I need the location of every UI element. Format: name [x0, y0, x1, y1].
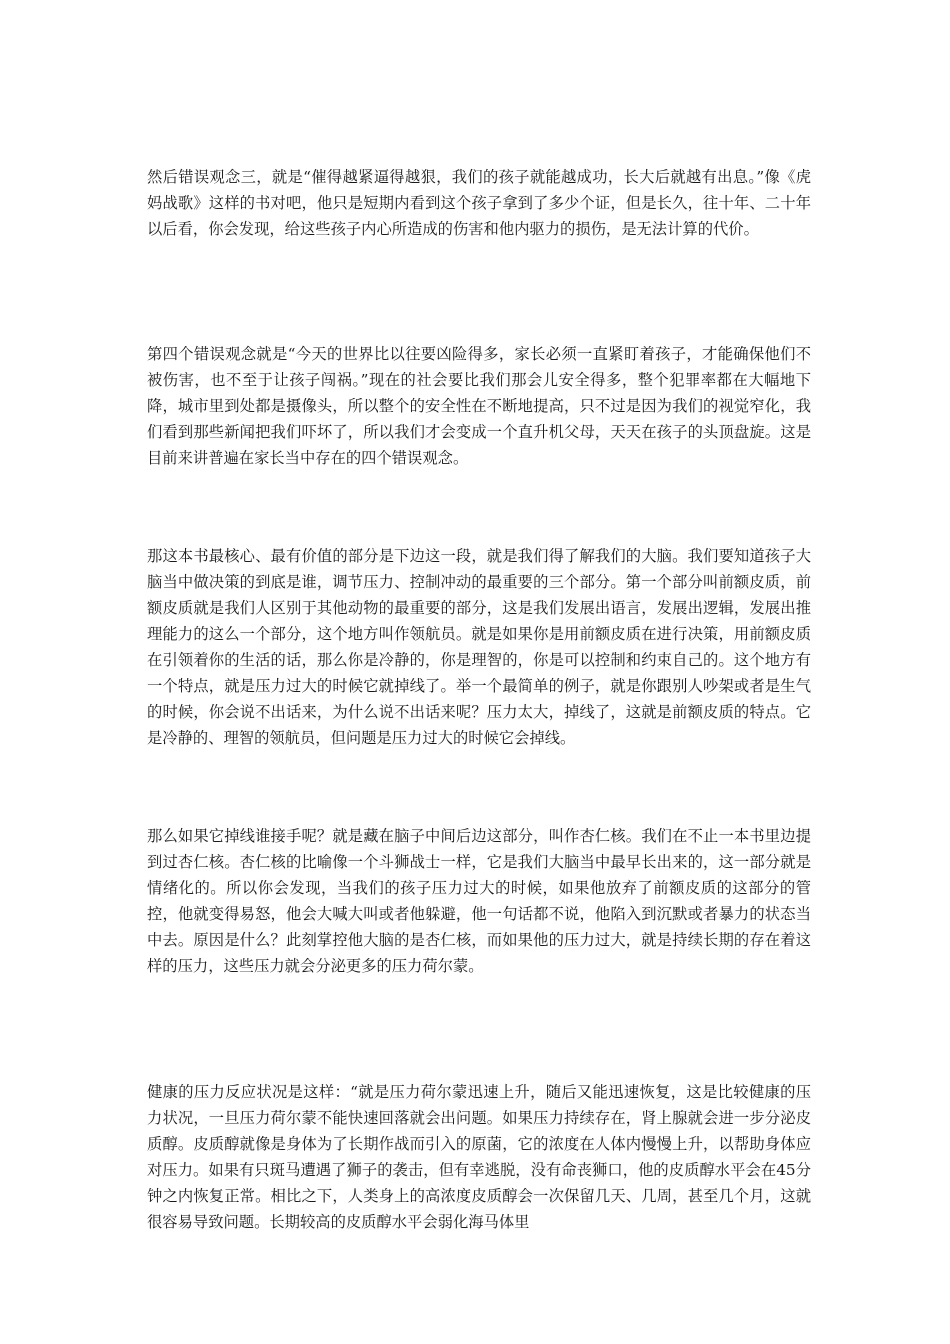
paragraph-prefrontal-cortex: 那这本书最核心、最有价值的部分是下边这一段，就是我们得了解我们的大脑。我们要知道孩子大脑当中做决策的到底是谁，调节压力、控制冲动的最重要的三个部分。第一个部分叫前额皮质，前额皮质就是我们人区别于其他动物的最重要的部分，这是我们发展出语言，发展出逻辑，发展出推理能力的这么一个部分，这个地方叫作领航员。就是如果你是用前额皮质在进行决策，用前额皮质在引领着你的生活的话，那么你是冷静的，你是理智的，你是可以控制和约束自己的。这个地方有一个特点，就是压力过大的时候它就掉线了。举一个最简单的例子，就是你跟别人吵架或者是生气的时候，你会说不出话来，为什么说不出话来呢？压力太大，掉线了，这就是前额皮质的特点。它是冷静的、理智的领航员，但问题是压力过大的时候它会掉线。 — [147, 547, 811, 747]
paragraph-stress-response: 健康的压力反应状况是这样：“就是压力荷尔蒙迅速上升，随后又能迅速恢复，这是比较健康的压力状况，一旦压力荷尔蒙不能快速回落就会出问题。如果压力持续存在，肾上腺就会进一步分泌皮质醇。皮质醇就像是身体为了长期作战而引入的原菌，它的浓度在人体内慢慢上升，以帮助身体应对压力。如果有只斑马遭遇了狮子的袭击，但有幸逃脱，没有命丧狮口，他的皮质醇水平会在45分钟之内恢复正常。相比之下，人类身上的高浓度皮质醇会一次保留几天、几周，甚至几个月，这就很容易导致问题。长期较高的皮质醇水平会弱化海马体里 — [147, 1083, 811, 1231]
paragraph-misconception-four: 第四个错误观念就是“今天的世界比以往要凶险得多，家长必须一直紧盯着孩子，才能确保他们不被伤害，也不至于让孩子闯祸。”现在的社会要比我们那会儿安全得多，整个犯罪率都在大幅地下降，城市里到处都是摄像头，所以整个的安全性在不断地提高，只不过是因为我们的视觉窄化，我们看到那些新闻把我们吓坏了，所以我们才会变成一个直升机父母，天天在孩子的头顶盘旋。这是目前来讲普遍在家长当中存在的四个错误观念。 — [147, 345, 811, 467]
paragraph-amygdala: 那么如果它掉线谁接手呢？就是藏在脑子中间后边这部分，叫作杏仁核。我们在不止一本书里边提到过杏仁核。杏仁核的比喻像一个斗狮战士一样，它是我们大脑当中最早长出来的，这一部分就是情绪化的。所以你会发现，当我们的孩子压力过大的时候，如果他放弃了前额皮质的这部分的管控，他就变得易怒，他会大喊大叫或者他躲避，他一句话都不说，他陷入到沉默或者暴力的状态当中去。原因是什么？此刻掌控他大脑的是杏仁核，而如果他的压力过大，就是持续长期的存在着这样的压力，这些压力就会分泌更多的压力荷尔蒙。 — [147, 827, 811, 975]
paragraph-misconception-three: 然后错误观念三，就是“催得越紧逼得越狠，我们的孩子就能越成功，长大后就越有出息。”像《虎妈战歌》这样的书对吧，他只是短期内看到这个孩子拿到了多少个证，但是长久，往十年、二十年以后看，你会发现，给这些孩子内心所造成的伤害和他内驱力的损伤，是无法计算的代价。 — [147, 168, 811, 238]
